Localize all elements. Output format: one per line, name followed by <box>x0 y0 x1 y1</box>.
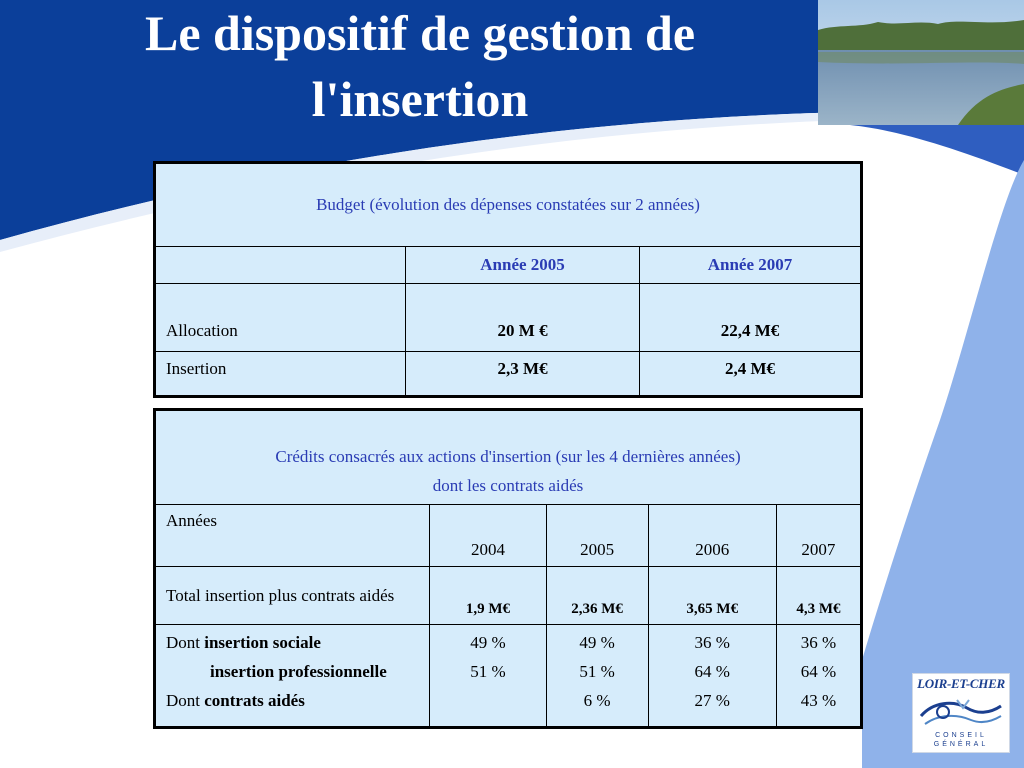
breakdown-line-contrats <box>166 686 419 715</box>
logo-emblem-icon <box>917 694 1005 730</box>
sociale-2005: 49 % <box>579 633 615 652</box>
budget-table <box>153 161 863 398</box>
breakdown-2007 <box>776 625 861 728</box>
credits-caption-line-1: Crédits consacrés aux actions d'insertion (sur les 4 dernières années) <box>275 447 741 466</box>
credits-caption-line-2: dont les contrats aidés <box>432 476 584 495</box>
year-2007: 2007 <box>776 505 861 567</box>
breakdown-line-pro <box>166 657 419 686</box>
loir-et-cher-logo <box>912 673 1010 753</box>
year-2005: 2005 <box>546 505 648 567</box>
dont-label-1: Dont <box>166 633 200 652</box>
label-insertion-sociale: insertion sociale <box>204 633 321 652</box>
sociale-2004: 49 % <box>470 633 506 652</box>
pro-2004: 51 % <box>470 662 506 681</box>
credits-table <box>153 408 863 729</box>
years-label: Années <box>155 505 430 567</box>
year-2004: 2004 <box>430 505 546 567</box>
page-title <box>40 0 800 132</box>
credits-caption <box>155 410 862 505</box>
total-label: Total insertion plus contrats aidés <box>155 567 430 625</box>
budget-corner-cell <box>155 247 406 284</box>
allocation-2005: 20 M € <box>406 284 640 352</box>
total-2005: 2,36 M€ <box>546 567 648 625</box>
total-2007: 4,3 M€ <box>776 567 861 625</box>
total-2006: 3,65 M€ <box>648 567 776 625</box>
row-label-insertion: Insertion <box>155 352 406 397</box>
allocation-2007: 22,4 M€ <box>640 284 862 352</box>
breakdown-line-sociale <box>166 628 419 657</box>
contrats-2004 <box>440 686 535 715</box>
total-2004: 1,9 M€ <box>430 567 546 625</box>
breakdown-2004 <box>430 625 546 728</box>
logo-bottom-text-1: CONSEIL <box>935 732 987 739</box>
sociale-2006: 36 % <box>694 633 730 652</box>
contrats-2006: 27 % <box>694 691 730 710</box>
title-line-2: l'insertion <box>311 71 529 127</box>
pro-2006: 64 % <box>694 662 730 681</box>
breakdown-2006 <box>648 625 776 728</box>
insertion-2007: 2,4 M€ <box>640 352 862 397</box>
label-contrats-aides: contrats aidés <box>204 691 305 710</box>
lake-photo <box>818 0 1024 125</box>
pro-2005: 51 % <box>579 662 615 681</box>
pro-2007: 64 % <box>800 662 837 681</box>
breakdown-labels <box>155 625 430 728</box>
dont-label-2: Dont <box>166 691 200 710</box>
contrats-2005: 6 % <box>583 691 611 710</box>
logo-top-text: LOIR-ET-CHER <box>917 676 1005 691</box>
sociale-2007: 36 % <box>800 633 837 652</box>
breakdown-2005 <box>546 625 648 728</box>
budget-col-2007: Année 2007 <box>640 247 862 284</box>
contrats-2007: 43 % <box>800 691 837 710</box>
title-line-1: Le dispositif de gestion de <box>144 5 696 61</box>
logo-bottom-text-2: GÉNÉRAL <box>933 741 989 748</box>
row-label-allocation: Allocation <box>155 284 406 352</box>
label-insertion-professionnelle: insertion professionnelle <box>210 662 387 681</box>
year-2006: 2006 <box>648 505 776 567</box>
budget-col-2005: Année 2005 <box>406 247 640 284</box>
budget-caption: Budget (évolution des dépenses constatées sur 2 années) <box>155 163 862 247</box>
insertion-2005: 2,3 M€ <box>406 352 640 397</box>
